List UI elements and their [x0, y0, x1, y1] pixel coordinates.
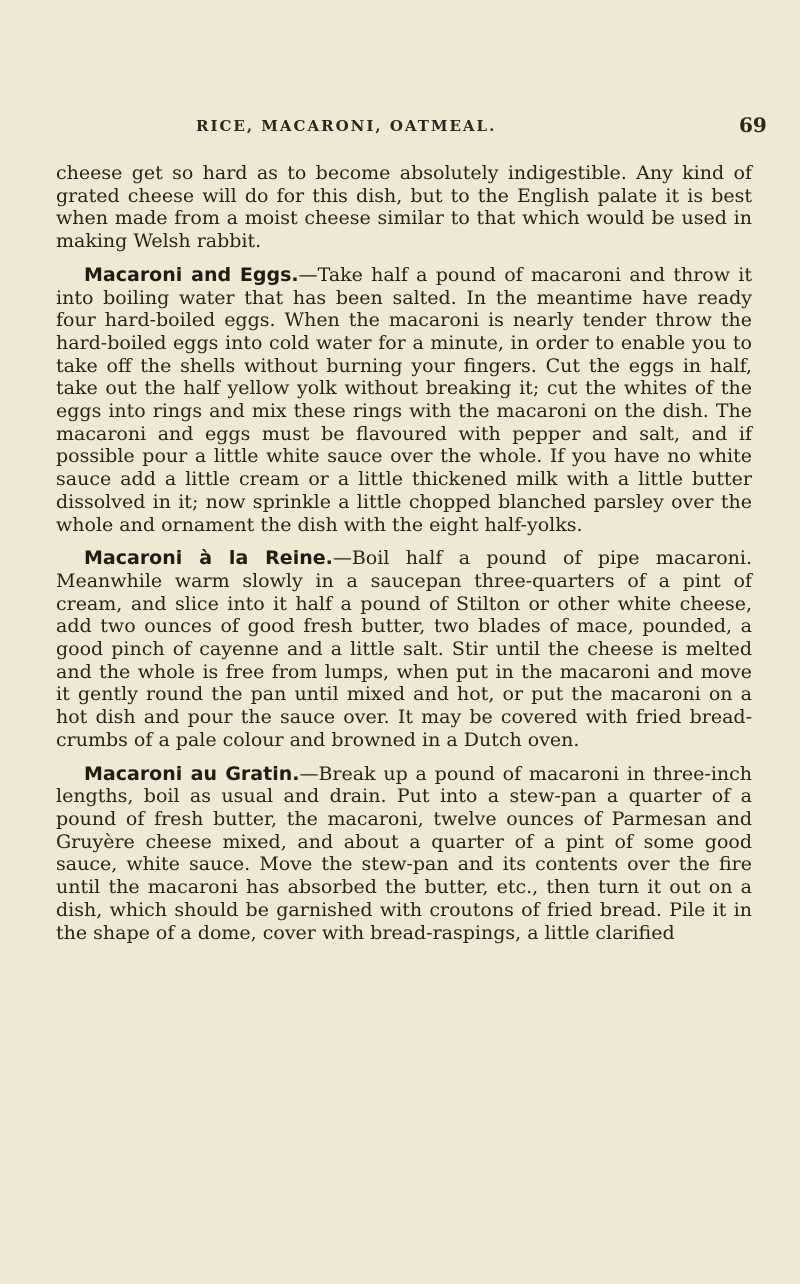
recipe-text: —Break up a pound of macaroni in three-inch lengths, boil as usual and drain. Put into a stew-pan a quarter of a pound of fresh butter, the macaroni, twelve ounces of Parmesan and Gruyère cheese mixed, and about a quarter of a pint of some good sauce, white sauce. Move the stew-pan and its contents over the fire until the macaroni has absorbed the butter, etc., then turn it out on a dish, which should be garnished with croutons of fried bread. Pile it in the shape of a dome, cover with bread-raspings, a little clarified: [56, 762, 753, 944]
recipe-title: Macaroni and Eggs.: [84, 263, 299, 286]
running-head: [0, 113, 800, 141]
running-title: RICE, MACARONI, OATMEAL.: [196, 117, 497, 135]
recipe-title: Macaroni à la Reine.: [84, 547, 333, 570]
paragraph-macaroni-and-eggs: [56, 264, 752, 536]
page-body: [56, 162, 752, 944]
recipe-text: —Take half a pound of macaroni and throw it into boiling water that has been salted. In the meantime have ready four hard-boiled eggs. When the macaroni is nearly tender throw the hard-boiled eggs into cold water for a minute, in order to enable you to take off the shells without burning your fingers. Cut the eggs in half, take out the half yellow yolk without breaking it; cut the whites of the eggs into rings and mix these rings with the macaroni on the dish. The macaroni and eggs must be flavoured with pepper and salt, and if possible pour a little white sauce over the whole. If you have no white sauce add a little cream or a little thickened milk with a little butter dissolved in it; now sprinkle a little chopped blanched parsley over the whole and ornament the dish with the eight half-yolks.: [56, 263, 752, 536]
paragraph-macaroni-au-gratin: [56, 763, 752, 945]
paragraph-continuation: cheese get so hard as to become absolutely indigestible. Any kind of grated cheese will do for this dish, but to the English palate it is best when made from a moist cheese similar to that which would be used in making Welsh rabbit.: [56, 162, 752, 253]
recipe-title: Macaroni au Gratin.: [84, 762, 300, 785]
recipe-text: —Boil half a pound of pipe macaroni. Meanwhile warm slowly in a saucepan three-quarters of a pint of cream, and slice into it half a pound of Stilton or other white cheese, add two ounces of good fresh butter, two blades of mace, pounded, a good pinch of cayenne and a little salt. Stir until the cheese is melted and the whole is free from lumps, when put in the macaroni and move it gently round the pan until mixed and hot, or put the macaroni on a hot dish and pour the sauce over. It may be covered with fried bread-crumbs of a pale colour and browned in a Dutch oven.: [56, 547, 752, 751]
paragraph-macaroni-a-la-reine: [56, 547, 752, 751]
page-number: 69: [739, 113, 767, 137]
